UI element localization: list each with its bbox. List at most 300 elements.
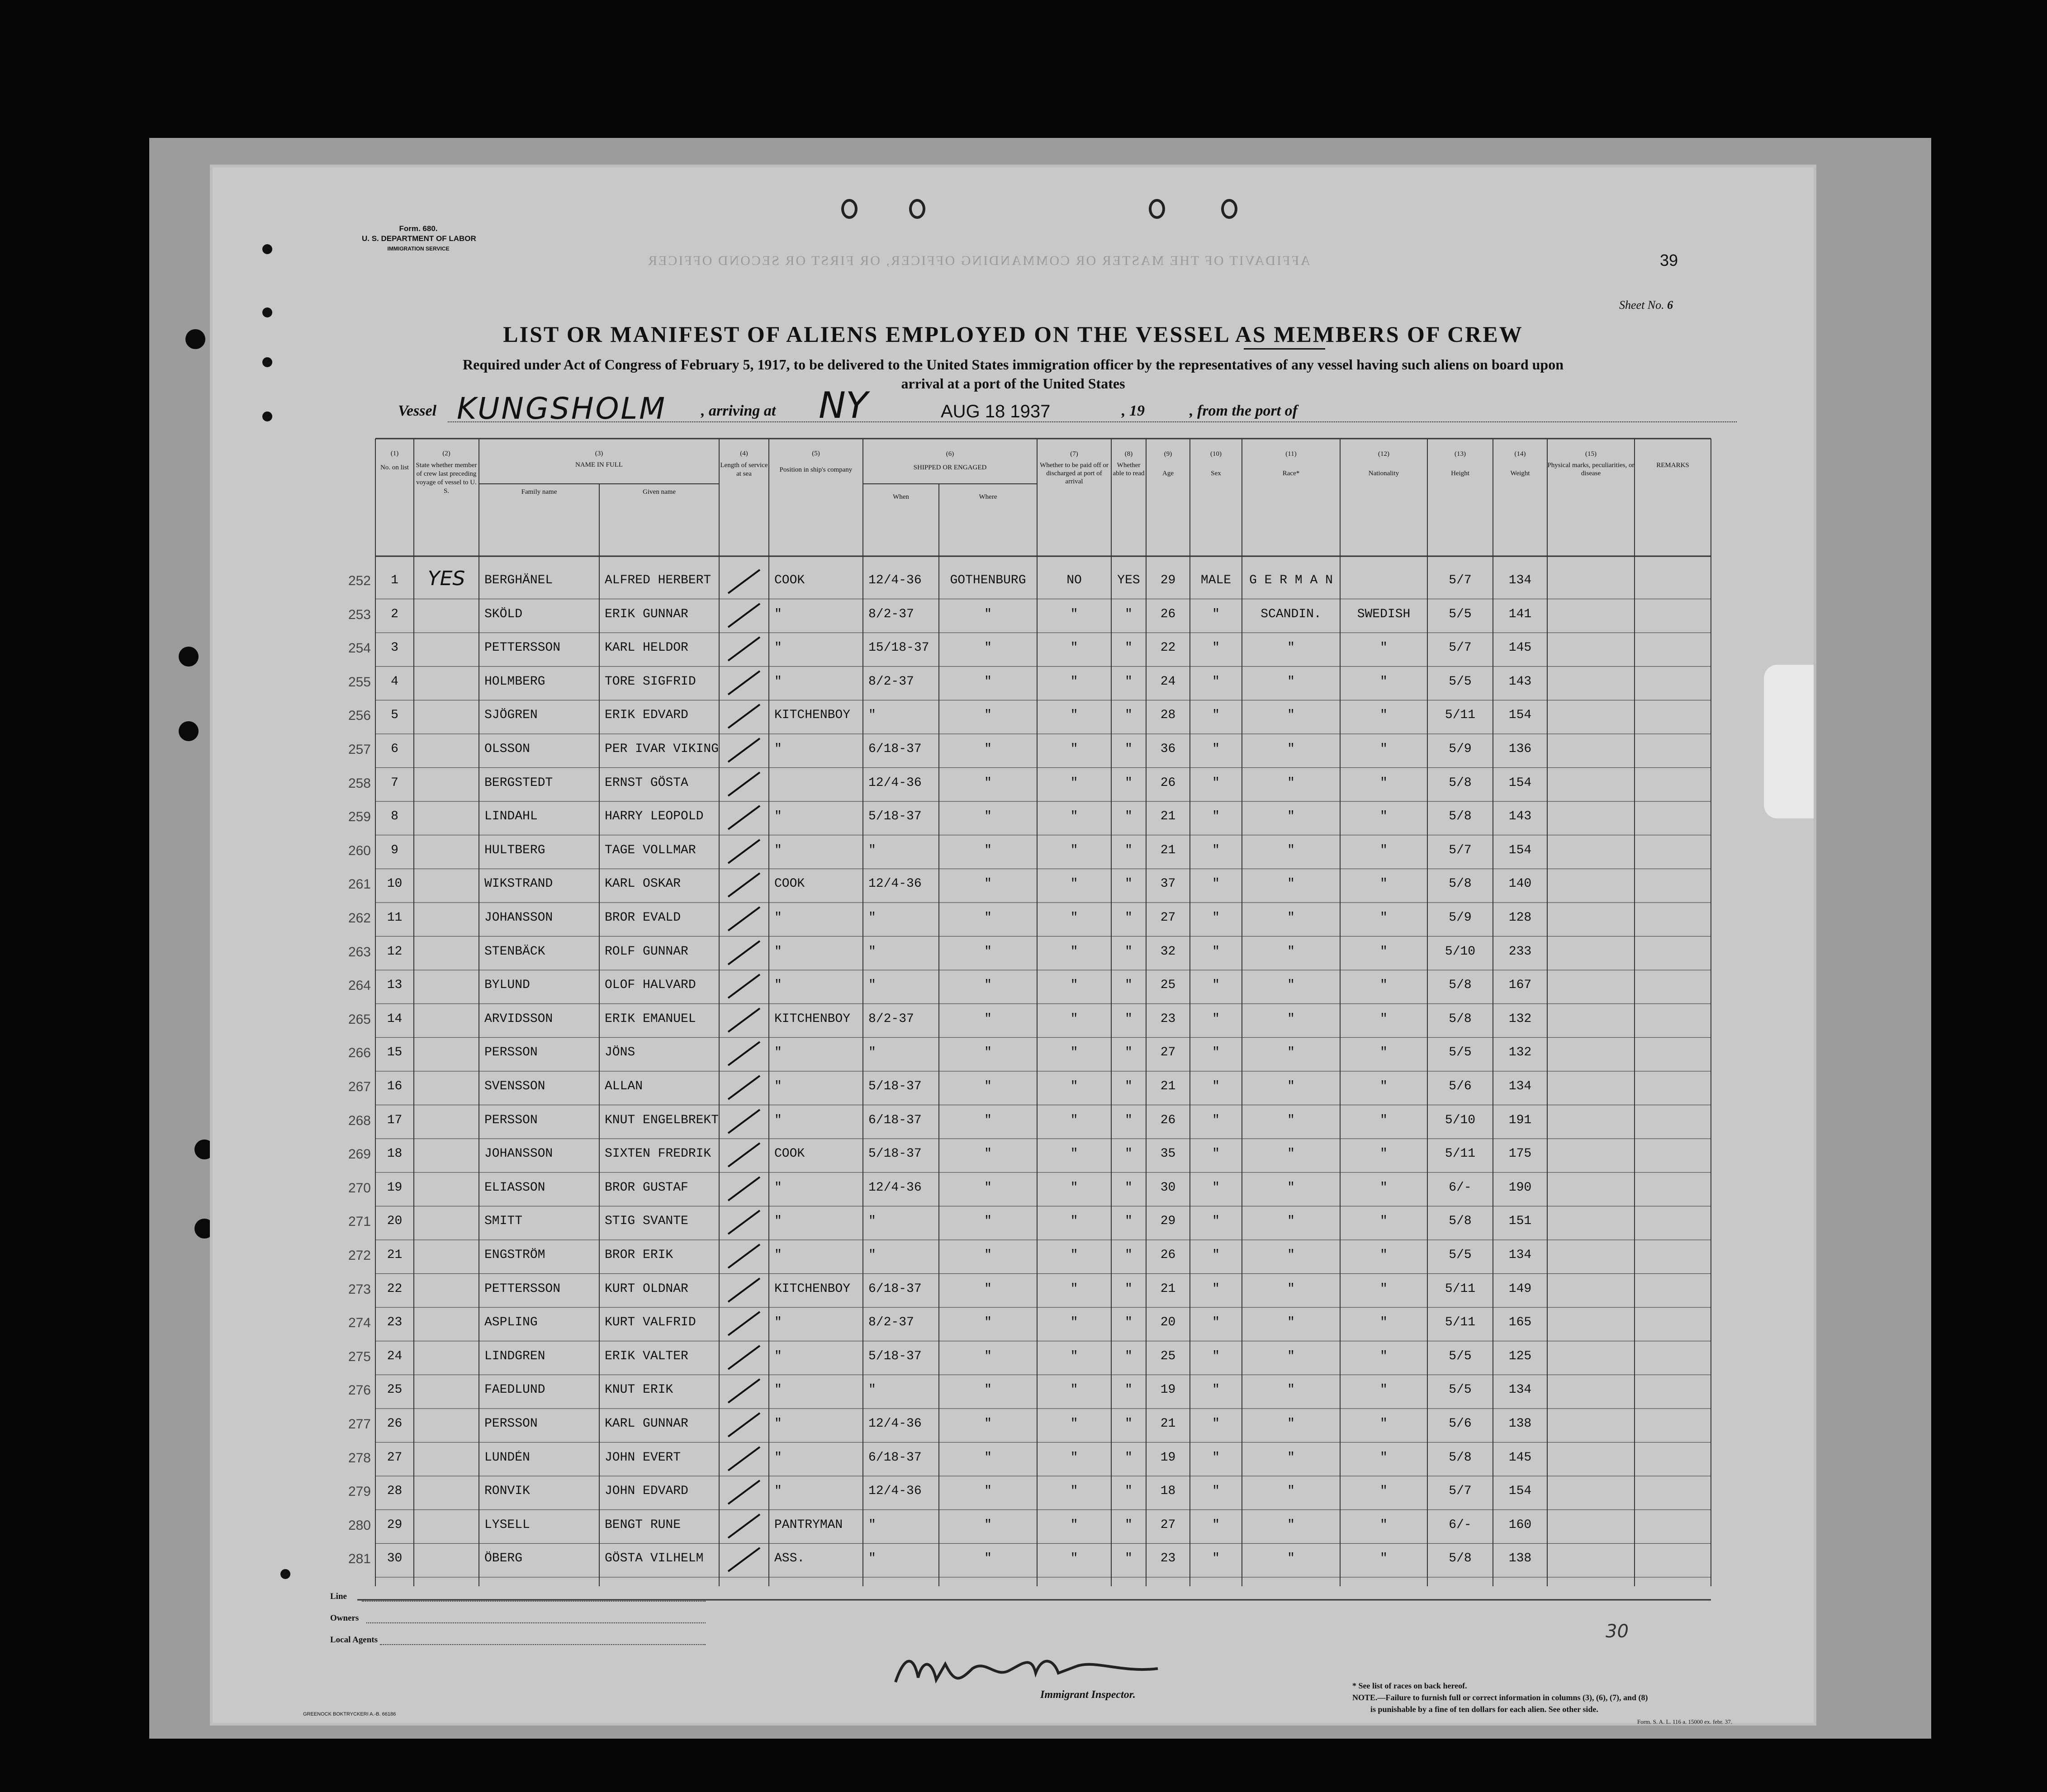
row-nationality: " [1380,1180,1388,1195]
row-race: " [1287,1248,1295,1262]
row-given-name: ALFRED HERBERT [605,573,711,587]
row-family-name: STENBÄCK [484,944,545,959]
service-length-tick [719,600,769,632]
row-ref-number: 271 [348,1214,371,1229]
row-able-to-read: " [1125,674,1132,689]
row-age: 26 [1160,775,1176,790]
row-race: " [1287,674,1295,689]
row-nationality: " [1380,708,1388,723]
row-shipped-where: " [984,978,992,993]
service-length-tick [719,634,769,665]
col-num-10: (10) [1210,450,1222,458]
row-given-name: KURT VALFRID [605,1315,696,1330]
row-shipped-when: 6/18-37 [868,1113,922,1127]
row-weight: 136 [1508,742,1532,756]
row-shipped-where: " [984,1045,992,1060]
row-nationality: " [1380,1349,1388,1363]
binder-hole [179,647,199,667]
binder-hole [179,721,199,741]
row-family-name: LYSELL [484,1518,530,1532]
row-nationality: " [1380,1518,1388,1532]
header-when: When [893,493,909,501]
row-height: 6/- [1449,1518,1472,1532]
row-shipped-where: " [984,1214,992,1229]
row-able-to-read: " [1125,843,1132,857]
row-sex: " [1212,1214,1220,1229]
row-height: 5/11 [1445,708,1476,723]
row-race: " [1287,1113,1295,1127]
row-height: 5/8 [1449,775,1472,790]
row-given-name: BENGT RUNE [605,1518,681,1532]
row-position: " [774,607,782,621]
row-age: 29 [1160,1214,1176,1229]
form-header [362,224,475,254]
row-ref-number: 256 [348,708,371,723]
row-height: 5/5 [1449,1349,1472,1363]
row-sex: " [1212,1315,1220,1330]
row-paid-off: " [1070,911,1078,925]
row-race: " [1287,1417,1295,1431]
row-family-name: BERGSTEDT [484,775,553,790]
row-race: " [1287,708,1295,723]
row-weight: 149 [1508,1281,1532,1296]
row-ref-number: 273 [348,1281,371,1297]
row-nationality: " [1380,978,1388,993]
row-able-to-read: " [1125,742,1132,756]
row-shipped-where: " [984,1450,992,1465]
row-family-name: JOHANSSON [484,1147,553,1161]
row-position: " [774,809,782,824]
row-nationality: " [1380,1315,1388,1330]
row-able-to-read: " [1125,1383,1132,1397]
row-age: 21 [1160,809,1176,824]
row-given-name: JOHN EDVARD [605,1484,688,1499]
row-weight: 134 [1508,573,1532,587]
col-num-14: (14) [1514,450,1526,458]
row-family-name: SKÖLD [484,607,523,621]
punch-hole [262,307,272,317]
row-weight: 154 [1508,775,1532,790]
row-ref-number: 257 [348,742,371,757]
row-sex: " [1212,1012,1220,1026]
row-weight: 167 [1508,978,1532,993]
row-weight: 233 [1508,944,1532,959]
row-paid-off: " [1070,708,1078,723]
col-num-5: (5) [812,450,820,457]
row-paid-off: " [1070,1383,1078,1397]
row-height: 5/5 [1449,1383,1472,1397]
sheet-number [1619,298,1673,312]
col-num-1: (1) [390,450,399,457]
row-family-name: RONVIK [484,1484,530,1499]
row-shipped-where: " [984,1349,992,1363]
row-shipped-when: 15/18-37 [868,641,929,655]
row-able-to-read: " [1125,1551,1132,1566]
header-able-to-read: Whether able to read [1113,462,1145,477]
row-family-name: OLSSON [484,742,530,756]
row-able-to-read: " [1125,1248,1132,1262]
header-height: Height [1451,470,1469,477]
row-weight: 132 [1508,1012,1532,1026]
service-length-tick [719,1106,769,1138]
from-port-label: , from the port of [1189,402,1298,419]
service-length-tick [719,735,769,766]
row-ref-number: 278 [348,1450,371,1466]
row-shipped-when: 12/4-36 [868,1417,922,1431]
service-length-tick [719,1173,769,1205]
arriving-label: , arriving at [701,402,776,419]
row-shipped-where: " [984,1248,992,1262]
row-sex: MALE [1200,573,1232,587]
side-tab [1764,665,1814,818]
row-position: " [774,1349,782,1363]
row-list-number: 30 [387,1551,403,1566]
row-shipped-when: 5/18-37 [868,1079,922,1093]
row-list-number: 5 [391,708,398,723]
row-height: 5/8 [1449,1551,1472,1566]
row-height: 5/7 [1449,843,1472,857]
row-able-to-read: " [1125,1180,1132,1195]
col-num-15: (15) [1585,450,1597,458]
col-num-11: (11) [1285,450,1297,458]
row-race: " [1287,809,1295,824]
row-given-name: OLOF HALVARD [605,978,696,993]
row-sex: " [1212,911,1220,925]
row-position: " [774,843,782,857]
row-given-name: ERIK GUNNAR [605,607,688,621]
row-ref-number: 252 [348,573,371,588]
row-able-to-read: " [1125,1012,1132,1026]
bleed-through-text: AFFIDAVIT OF THE MASTER OR COMMANDING OFFICER, OR FIRST OR SECOND OFFICER [647,253,1311,268]
header-where: Where [979,493,997,501]
row-given-name: GÖSTA VILHELM [605,1551,704,1566]
row-weight: 141 [1508,607,1532,621]
row-given-name: BROR EVALD [605,911,681,925]
row-paid-off: " [1070,742,1078,756]
row-nationality: " [1380,775,1388,790]
row-race: " [1287,641,1295,655]
row-ref-number: 274 [348,1315,371,1331]
footnotes [1352,1680,1648,1715]
row-family-name: LINDAHL [484,809,538,824]
row-nationality: " [1380,1214,1388,1229]
page-number: 39 [1660,251,1678,270]
manifest-title: LIST OR MANIFEST OF ALIENS EMPLOYED ON THE VESSEL AS MEMBERS OF CREW [503,322,1523,347]
row-race: " [1287,911,1295,925]
row-family-name: LINDGREN [484,1349,545,1363]
row-paid-off: " [1070,944,1078,959]
row-ref-number: 268 [348,1113,371,1128]
row-race: " [1287,1079,1295,1093]
row-position: " [774,1214,782,1229]
row-ref-number: 260 [348,843,371,858]
row-paid-off: " [1070,1079,1078,1093]
row-height: 5/8 [1449,1012,1472,1026]
row-paid-off: " [1070,1450,1078,1465]
year-label: , 19 [1122,402,1145,419]
vessel-line-rule [448,421,1737,422]
row-able-to-read: " [1125,1315,1132,1330]
row-race: " [1287,1315,1295,1330]
row-able-to-read: " [1125,1518,1132,1532]
row-position: " [774,674,782,689]
row-height: 5/10 [1445,944,1476,959]
row-age: 27 [1160,911,1176,925]
row-age: 35 [1160,1147,1176,1161]
punch-hole [262,244,272,254]
row-shipped-when: 12/4-36 [868,877,922,891]
row-ref-number: 280 [348,1518,371,1533]
row-family-name: SJÖGREN [484,708,538,723]
row-race: " [1287,1045,1295,1060]
row-sex: " [1212,1383,1220,1397]
row-nationality: " [1380,1012,1388,1026]
row-age: 21 [1160,1281,1176,1296]
crew-count-note: 30 [1606,1621,1629,1642]
service-length-tick [719,769,769,800]
row-sex: " [1212,843,1220,857]
header-family-name: Family name [521,488,557,496]
row-family-name: ARVIDSSON [484,1012,553,1026]
service-length-tick [719,1207,769,1239]
row-paid-off: " [1070,843,1078,857]
row-shipped-when: 12/4-36 [868,573,922,587]
row-list-number: 9 [391,843,398,857]
row-age: 27 [1160,1518,1176,1532]
row-shipped-where: " [984,1281,992,1296]
row-height: 5/8 [1449,1214,1472,1229]
row-sex: " [1212,742,1220,756]
row-able-to-read: " [1125,1349,1132,1363]
header-length-of-service: Length of service at sea [720,462,768,478]
row-list-number: 6 [391,742,398,756]
row-family-name: ASPLING [484,1315,538,1330]
row-given-name: ROLF GUNNAR [605,944,688,959]
row-shipped-where: " [984,742,992,756]
row-shipped-where: " [984,1079,992,1093]
owners-rule [366,1622,706,1623]
row-weight: 143 [1508,674,1532,689]
row-height: 5/9 [1449,742,1472,756]
row-shipped-where: " [984,1484,992,1499]
row-nationality: " [1380,1113,1388,1127]
row-shipped-where: " [984,1147,992,1161]
row-weight: 151 [1508,1214,1532,1229]
row-family-name: FAEDLUND [484,1383,545,1397]
row-shipped-where: " [984,775,992,790]
header-shipped-engaged: SHIPPED OR ENGAGED [913,464,987,471]
row-given-name: TAGE VOLLMAR [605,843,696,857]
row-family-name: ELIASSON [484,1180,545,1195]
row-list-number: 25 [387,1383,403,1397]
row-given-name: KARL GUNNAR [605,1417,688,1431]
row-shipped-where: " [984,911,992,925]
row-shipped-when: 5/18-37 [868,1147,922,1161]
row-position: " [774,641,782,655]
row-list-number: 7 [391,775,398,790]
row-age: 21 [1160,843,1176,857]
row-nationality: " [1380,1484,1388,1499]
row-age: 30 [1160,1180,1176,1195]
row-list-number: 14 [387,1012,403,1026]
row-sex: " [1212,1248,1220,1262]
row-family-name: ENGSTRÖM [484,1248,545,1262]
row-weight: 138 [1508,1417,1532,1431]
row-given-name: TORE SIGFRID [605,674,696,689]
subtitle-2: arrival at a port of the United States [901,375,1125,392]
agents-rule [380,1644,706,1645]
row-nationality: " [1380,1383,1388,1397]
row-paid-off: " [1070,1248,1078,1262]
row-able-to-read: " [1125,1079,1132,1093]
row-able-to-read: " [1125,944,1132,959]
row-list-number: 24 [387,1349,403,1363]
row-sex: " [1212,877,1220,891]
row-able-to-read: " [1125,911,1132,925]
row-given-name: JOHN EVERT [605,1450,681,1465]
header-state-member: State whether member of crew last preceding voyage of vessel to U. S. [416,462,477,495]
row-family-name: SMITT [484,1214,523,1229]
row-nationality: " [1380,911,1388,925]
row-race: " [1287,1484,1295,1499]
row-given-name: ERIK VALTER [605,1349,688,1363]
row-list-number: 19 [387,1180,403,1195]
row-race: " [1287,843,1295,857]
row-sex: " [1212,775,1220,790]
col-num-8: (8) [1124,450,1133,458]
row-height: 5/11 [1445,1315,1476,1330]
row-list-number: 27 [387,1450,403,1465]
row-height: 5/5 [1449,607,1472,621]
row-paid-off: " [1070,1045,1078,1060]
service-length-tick [719,937,769,969]
row-list-number: 3 [391,641,398,655]
header-name-in-full: NAME IN FULL [575,461,623,468]
row-position: " [774,1079,782,1093]
row-list-number: 15 [387,1045,403,1060]
row-position: ASS. [774,1551,805,1566]
row-shipped-when: " [868,1214,876,1229]
row-sex: " [1212,1045,1220,1060]
ring-hole [841,199,858,219]
row-able-to-read: " [1125,1281,1132,1296]
row-position: " [774,742,782,756]
header-no-on-list: No. on list [380,464,409,471]
row-shipped-where: " [984,1315,992,1330]
immigrant-inspector-label: Immigrant Inspector. [1040,1689,1136,1701]
row-weight: 128 [1508,911,1532,925]
owners-label: Owners [330,1613,359,1623]
row-paid-off: " [1070,877,1078,891]
row-shipped-when: 12/4-36 [868,1180,922,1195]
title-rule [1244,348,1325,350]
row-family-name: ÖBERG [484,1551,523,1566]
col-num-9: (9) [1164,450,1172,458]
row-height: 5/11 [1445,1281,1476,1296]
vessel-name: KUNGSHOLM [457,391,667,426]
row-list-number: 11 [387,911,403,925]
row-given-name: KURT OLDNAR [605,1281,688,1296]
service-length-tick [719,1376,769,1407]
row-height: 5/5 [1449,1045,1472,1060]
row-list-number: 29 [387,1518,403,1532]
col-num-4: (4) [740,450,748,457]
row-shipped-when: " [868,978,876,993]
row-position: KITCHENBOY [774,1281,851,1296]
row-age: 23 [1160,1012,1176,1026]
arrival-date-stamp: AUG 18 1937 [941,402,1051,421]
row-paid-off: " [1070,1518,1078,1532]
service-length-tick [719,1544,769,1576]
row-paid-off: " [1070,1315,1078,1330]
row-ref-number: 269 [348,1147,371,1162]
arrival-port: NY [819,384,868,426]
form-number: Form. 680. [399,224,438,233]
row-sex: " [1212,1551,1220,1566]
row-able-to-read: " [1125,1214,1132,1229]
row-given-name: KARL OSKAR [605,877,681,891]
row-sex: " [1212,1518,1220,1532]
row-sex: " [1212,607,1220,621]
header-weight: Weight [1510,470,1530,477]
row-shipped-where: " [984,843,992,857]
row-list-number: 1 [391,573,398,587]
row-paid-off: " [1070,1349,1078,1363]
service-length-tick [719,1342,769,1374]
row-able-to-read: " [1125,1113,1132,1127]
row-family-name: HULTBERG [484,843,545,857]
row-position: COOK [774,877,805,891]
row-family-name: BYLUND [484,978,530,993]
row-sex: " [1212,1180,1220,1195]
binder-hole [194,1219,214,1239]
row-able-to-read: " [1125,1417,1132,1431]
row-position: " [774,1248,782,1262]
manifest-page [213,167,1814,1723]
row-height: 5/7 [1449,573,1472,587]
service-length-tick [719,1038,769,1070]
row-nationality: " [1380,1248,1388,1262]
row-family-name: PETTERSSON [484,641,561,655]
row-nationality: " [1380,641,1388,655]
row-weight: 143 [1508,809,1532,824]
row-height: 6/- [1449,1180,1472,1195]
row-able-to-read: YES [1117,573,1140,587]
row-shipped-when: 8/2-37 [868,1315,914,1330]
service-length-tick [719,1241,769,1272]
row-shipped-where: " [984,641,992,655]
row-ref-number: 254 [348,641,371,656]
row-shipped-when: " [868,1248,876,1262]
row-age: 36 [1160,742,1176,756]
row-family-name: BERGHÄNEL [484,573,553,587]
row-nationality: " [1380,877,1388,891]
row-weight: 154 [1508,843,1532,857]
row-nationality: " [1380,742,1388,756]
row-sex: " [1212,641,1220,655]
row-race: " [1287,978,1295,993]
row-weight: 145 [1508,1450,1532,1465]
row-sex: " [1212,1484,1220,1499]
row-family-name: PERSSON [484,1417,538,1431]
row-height: 5/9 [1449,911,1472,925]
row-nationality: " [1380,1045,1388,1060]
row-paid-off: " [1070,1551,1078,1566]
row-list-number: 21 [387,1248,403,1262]
row-weight: 175 [1508,1147,1532,1161]
row-paid-off: " [1070,1484,1078,1499]
row-family-name: LUNDÉN [484,1450,530,1465]
